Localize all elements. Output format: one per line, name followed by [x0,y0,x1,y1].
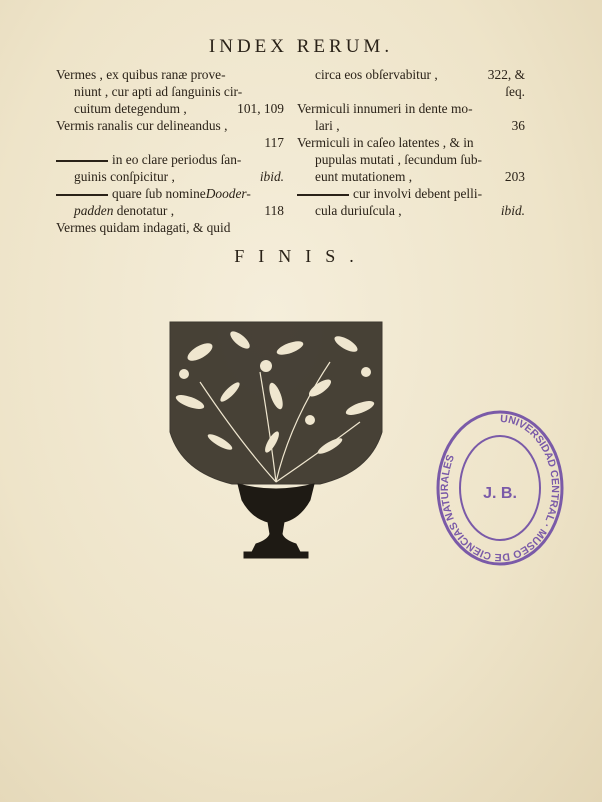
ditto-rule [56,160,108,162]
index-entry-line [297,134,525,151]
index-entry-line [56,219,284,236]
page-reference: 118 [264,203,284,218]
entry-text: in eo clare periodus ſan- [112,152,242,167]
page-reference: 203 [504,169,525,184]
page-reference: 36 [511,118,525,133]
index-entry-line [297,66,525,83]
index-column-left [56,66,284,236]
entry-text: cuitum detegendum , [74,101,187,116]
entry-text: denotatur , [116,203,175,218]
index-entry-line [56,168,284,185]
entry-text: Vermis ranalis cur delineandus , [56,118,228,133]
page-header: INDEX RERUM. [208,36,394,57]
index-entry-line: quare ſub nomineDooder- [56,185,284,202]
entry-text: lari , [315,118,340,133]
index-entry-line [297,83,525,100]
index-entry-line [297,185,525,202]
page-reference: ſeq. [505,84,525,99]
index-entry-line [297,151,525,168]
entry-text: guinis conſpicitur , [74,169,175,184]
index-entry-line [56,117,284,134]
index-entry-line [56,83,284,100]
page-reference: 322, & [487,67,525,82]
index-entry-line: padden denotatur , 118 [74,203,284,218]
index-entry-line [56,66,284,83]
index-entry-line [297,100,525,117]
index-column-right [297,66,525,219]
entry-text: niunt , cur apti ad ſanguinis cir- [74,84,243,99]
entry-text: Vermes , ex quibus ranæ prove- [56,67,226,82]
entry-text: eunt mutationem , [315,169,413,184]
finis-title: FINIS. [234,246,368,266]
entry-text: circa eos obſervabitur , [315,67,438,82]
library-stamp [434,408,566,570]
entry-text: quare ſub nomine [112,186,206,201]
index-entry-line [56,151,284,168]
stamp-outer-text: UNIVERSIDAD CENTRAL · MUSEO DE CIENCIAS NATURALES [438,412,561,564]
entry-text: Vermiculi innumeri in dente mo- [297,101,473,116]
entry-text: Vermes quidam indagati, & quid [56,220,231,235]
flower-vase-ornament [160,312,392,562]
index-entry-line [297,202,525,219]
entry-text: cula duriuſcula , [315,203,402,218]
entry-text: Vermiculi in caſeo latentes , & in [297,135,474,150]
page-reference: 101, 109 [237,101,284,116]
page-reference: 117 [264,135,284,150]
stamp-inner-text: J. B. [483,485,517,502]
entry-text: pupulas mutati , ſecundum ſub- [315,152,482,167]
index-entry-line [56,100,284,117]
index-entry-line [56,134,284,151]
index-entry-line [297,117,525,134]
ditto-rule [297,194,349,196]
page-reference: ibid. [500,203,525,218]
ditto-rule [56,194,108,196]
index-entry-line [297,168,525,185]
page-reference: ibid. [259,169,284,184]
entry-text: cur involvi debent pelli- [353,186,483,201]
